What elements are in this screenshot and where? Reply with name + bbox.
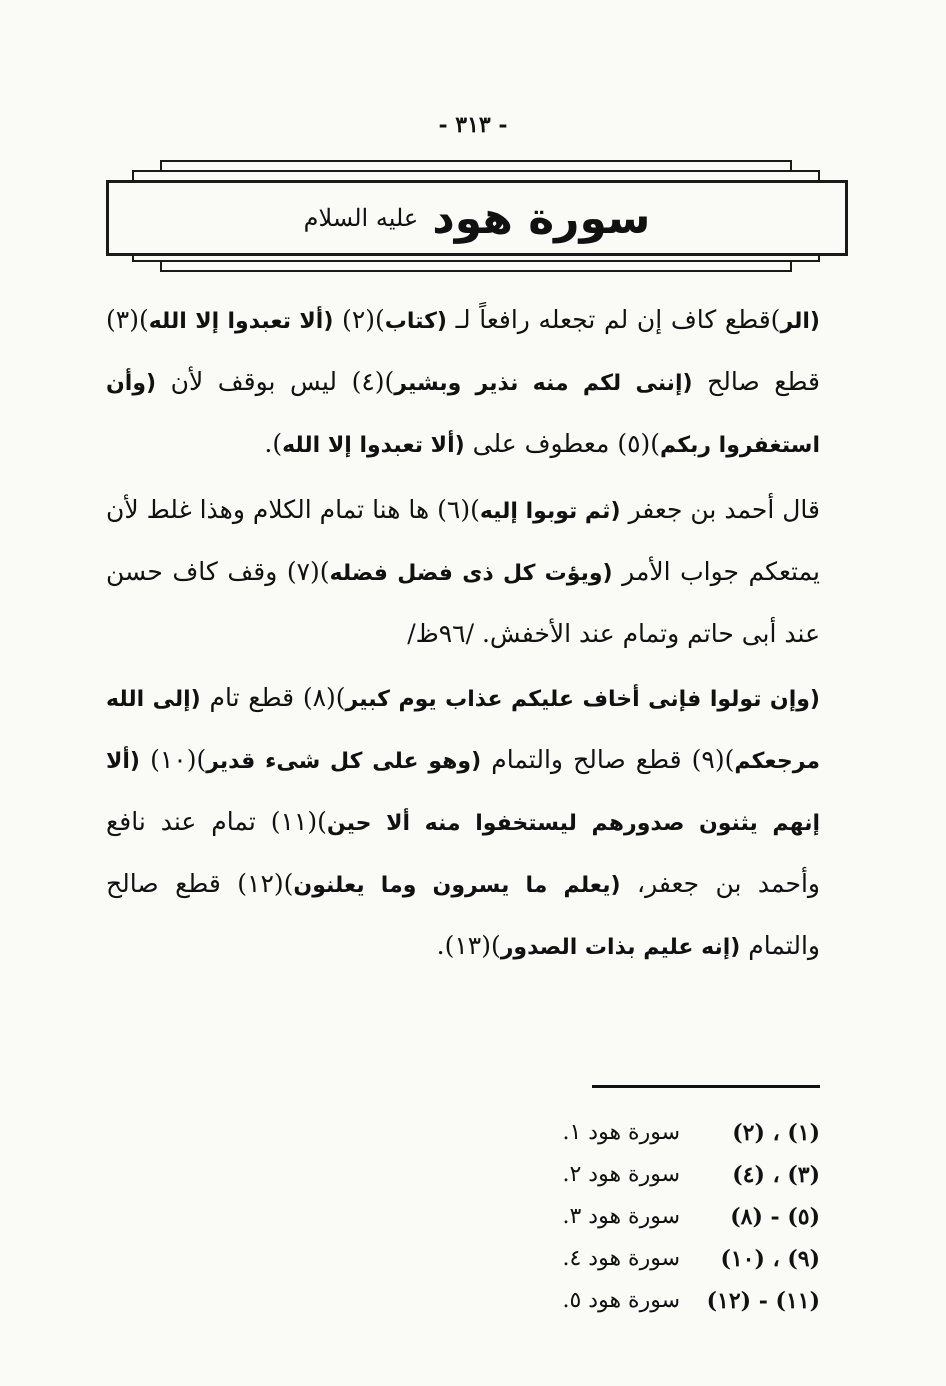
commentary-text: )(١١) تمام عند نافع وأحمد بن جعفر، <box>106 807 820 898</box>
paragraph <box>106 290 820 476</box>
page-number: - ٣١٣ - <box>438 112 508 138</box>
commentary-text: )(٩) قطع صالح والتمام <box>481 745 735 774</box>
footnote-refs: (٥) - (٨) <box>730 1204 820 1230</box>
footnote-refs: (٩) ، (١٠) <box>720 1246 820 1272</box>
commentary-text: )(٥) معطوف على <box>464 429 661 458</box>
commentary-text: )(٨) قطع تام <box>200 683 346 712</box>
quran-phrase: (وإن تولوا فإنى أخاف عليكم عذاب يوم كبير <box>345 687 820 712</box>
commentary-text: )(٢) <box>333 305 385 334</box>
paragraph <box>106 480 820 664</box>
quran-phrase: (كتاب <box>384 309 447 334</box>
commentary-text: ). <box>264 429 283 458</box>
quran-phrase: (ألا إنهم يثنون صدورهم ليستخفوا منه ألا حين <box>106 749 820 836</box>
quran-phrase: (إنه عليم بذات الصدور <box>500 935 741 960</box>
quran-phrase: (يعلم ما يسرون وما يعلنون <box>293 873 621 898</box>
footnote-item <box>520 1238 820 1280</box>
commentary-text: )(٦) ها هنا تمام الكلام وهذا غلط لأن يمتعكم جواب الأمر <box>106 495 820 586</box>
commentary-text: )قطع كاف إن لم تجعله رافعاً لـ <box>446 305 781 334</box>
quran-phrase: (إلى الله مرجعكم <box>106 687 821 774</box>
commentary-text: )(٧) وقف كاف حسن عند أبى حاتم وتمام عند الأخفش. /٩٦ظ/ <box>106 557 820 648</box>
quran-phrase: (الر <box>780 309 820 334</box>
footnote-divider <box>592 1085 820 1088</box>
commentary-text: )(١٠) <box>139 745 207 774</box>
footnote-refs: (٣) ، (٤) <box>732 1162 820 1188</box>
surah-subtitle: عليه السلام <box>303 204 419 232</box>
footnote-source: سورة هود ١. <box>562 1120 680 1145</box>
surah-header <box>106 180 848 256</box>
quran-phrase: (ألا تعبدوا إلا الله <box>148 309 334 334</box>
quran-phrase: (إننى لكم منه نذير وبشير <box>394 371 693 396</box>
footnote-item <box>520 1112 820 1154</box>
footnotes <box>520 1112 820 1322</box>
footnote-item <box>520 1280 820 1322</box>
quran-phrase: (وهو على كل شىء قدير <box>206 749 482 774</box>
quran-phrase: (ثم توبوا إليه <box>479 499 621 524</box>
footnote-refs: (١) ، (٢) <box>732 1120 820 1146</box>
footnote-refs: (١١) - (١٢) <box>706 1288 820 1314</box>
footnote-source: سورة هود ٤. <box>562 1246 680 1271</box>
paragraph <box>106 668 820 978</box>
footnote-source: سورة هود ٢. <box>562 1162 680 1187</box>
commentary-text: )(١٣). <box>436 931 501 960</box>
footnote-source: سورة هود ٣. <box>562 1204 680 1229</box>
quran-phrase: (وأن استغفروا ربكم <box>106 371 820 458</box>
commentary-text: )(١٢) قطع صالح والتمام <box>106 869 820 960</box>
footnote-source: سورة هود ٥. <box>562 1288 680 1313</box>
commentary-text: )(٤) ليس بوقف لأن <box>156 367 395 396</box>
footnote-item <box>520 1196 820 1238</box>
commentary-text: )(٣) قطع صالح <box>106 305 820 396</box>
footnote-item <box>520 1154 820 1196</box>
quran-phrase: (ويؤت كل ذى فضل فضله <box>329 561 613 586</box>
quran-phrase: (ألا تعبدوا إلا الله <box>282 433 465 458</box>
commentary-text: قال أحمد بن جعفر <box>620 495 820 524</box>
surah-title: سورة هود <box>432 192 651 244</box>
commentary-body <box>106 290 820 978</box>
